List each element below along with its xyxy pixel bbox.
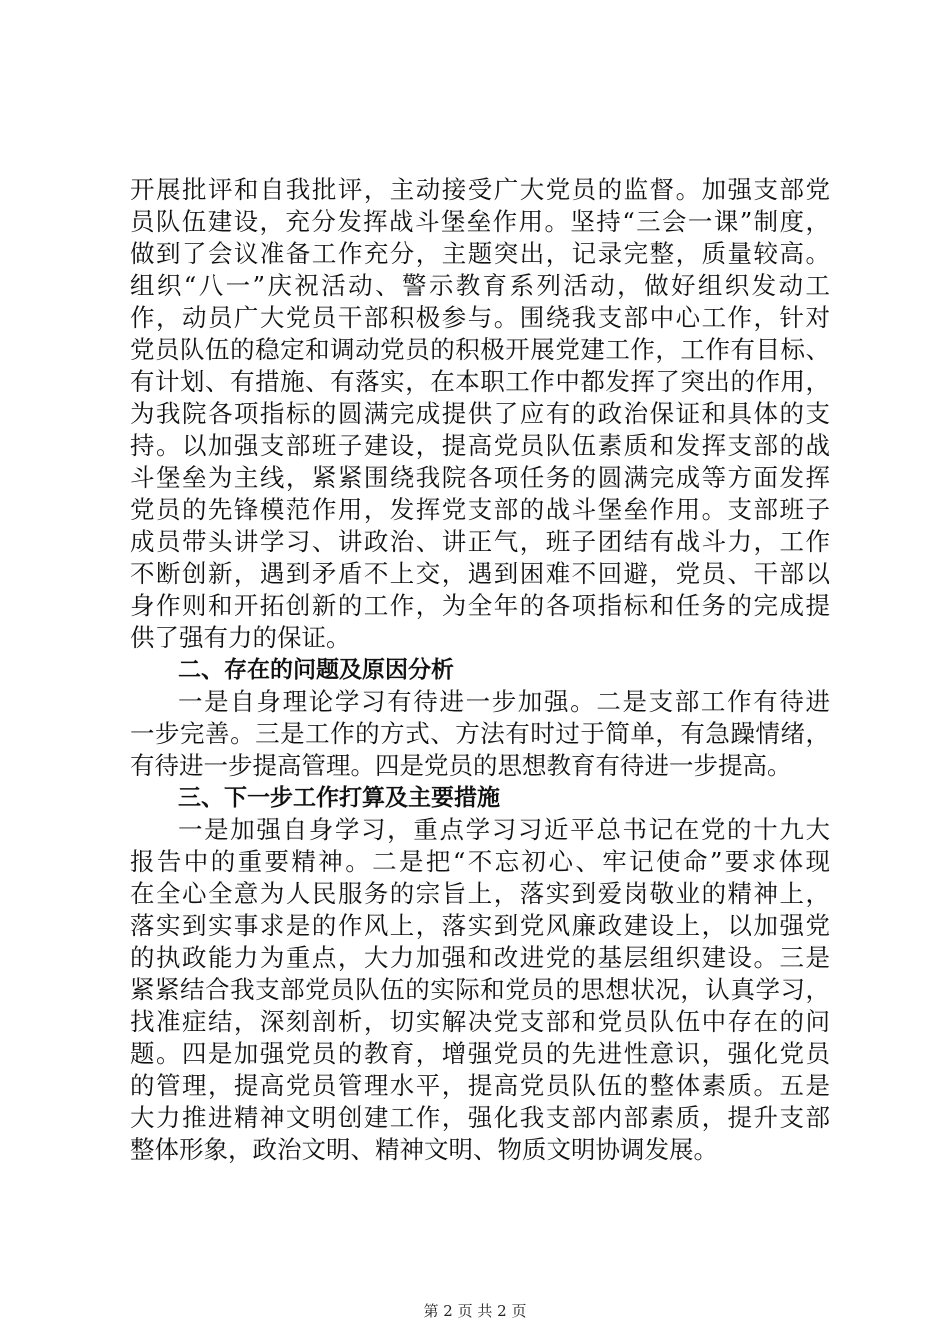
page-number-footer: 第 2 页 共 2 页	[423, 1302, 527, 1320]
text-line: 的管理，提高党员管理水平，提高党员队伍的整体素质。五是	[130, 1071, 830, 1100]
text-line: 组织“八一”庆祝活动、警示教育系列活动，做好组织发动工	[130, 271, 830, 300]
text-line: 为我院各项指标的圆满完成提供了应有的政治保证和具体的支	[130, 399, 830, 428]
text-line: 成员带头讲学习、讲政治、讲正气，班子团结有战斗力，工作	[130, 527, 830, 556]
text-line: 的执政能力为重点，大力加强和改进党的基层组织建设。三是	[130, 943, 830, 972]
text-line: 有待进一步提高管理。四是党员的思想教育有待进一步提高。	[130, 751, 792, 780]
text-line: 报告中的重要精神。二是把“不忘初心、牢记使命”要求体现	[130, 847, 830, 876]
paragraph-next-steps	[130, 814, 830, 1166]
document-body	[130, 174, 830, 1166]
text-line: 题。四是加强党员的教育，增强党员的先进性意识，强化党员	[130, 1039, 830, 1068]
text-line: 党员的先锋模范作用，发挥党支部的战斗堡垒作用。支部班子	[130, 495, 830, 524]
paragraph-problems	[130, 686, 830, 782]
text-line: 一步完善。三是工作的方式、方法有时过于简单，有急躁情绪，	[130, 719, 830, 748]
text-line: 有计划、有措施、有落实，在本职工作中都发挥了突出的作用，	[130, 367, 830, 396]
text-line: 身作则和开拓创新的工作，为全年的各项指标和任务的完成提	[130, 591, 830, 620]
text-line: 员队伍建设，充分发挥战斗堡垒作用。坚持“三会一课”制度，	[130, 207, 830, 236]
text-line: 紧紧结合我支部党员队伍的实际和党员的思想状况，认真学习，	[130, 975, 830, 1004]
section-heading-next-steps: 三、下一步工作打算及主要措施	[178, 785, 500, 811]
text-line: 落实到实事求是的作风上，落实到党风廉政建设上，以加强党	[130, 911, 830, 940]
text-line: 斗堡垒为主线，紧紧围绕我院各项任务的圆满完成等方面发挥	[130, 463, 830, 492]
text-line: 一是加强自身学习，重点学习习近平总书记在党的十九大	[178, 815, 830, 844]
text-line: 不断创新，遇到矛盾不上交，遇到困难不回避，党员、干部以	[130, 559, 830, 588]
text-line: 在全心全意为人民服务的宗旨上，落实到爱岗敬业的精神上，	[130, 879, 830, 908]
text-line: 找准症结，深刻剖析，切实解决党支部和党员队伍中存在的问	[130, 1007, 830, 1036]
text-line: 党员队伍的稳定和调动党员的积极开展党建工作，工作有目标、	[130, 335, 830, 364]
text-line: 供了强有力的保证。	[130, 623, 351, 652]
text-line: 持。以加强支部班子建设，提高党员队伍素质和发挥支部的战	[130, 431, 830, 460]
text-line: 开展批评和自我批评，主动接受广大党员的监督。加强支部党	[130, 175, 830, 204]
text-line: 整体形象，政治文明、精神文明、物质文明协调发展。	[130, 1135, 718, 1164]
section-heading-problems: 二、存在的问题及原因分析	[178, 657, 454, 683]
text-line: 做到了会议准备工作充分，主题突出，记录完整，质量较高。	[130, 239, 830, 268]
text-line: 作，动员广大党员干部积极参与。围绕我支部中心工作，针对	[130, 303, 830, 332]
text-line: 一是自身理论学习有待进一步加强。二是支部工作有待进	[178, 687, 830, 716]
paragraph-party-building-summary	[130, 174, 830, 654]
text-line: 大力推进精神文明创建工作，强化我支部内部素质，提升支部	[130, 1103, 830, 1132]
